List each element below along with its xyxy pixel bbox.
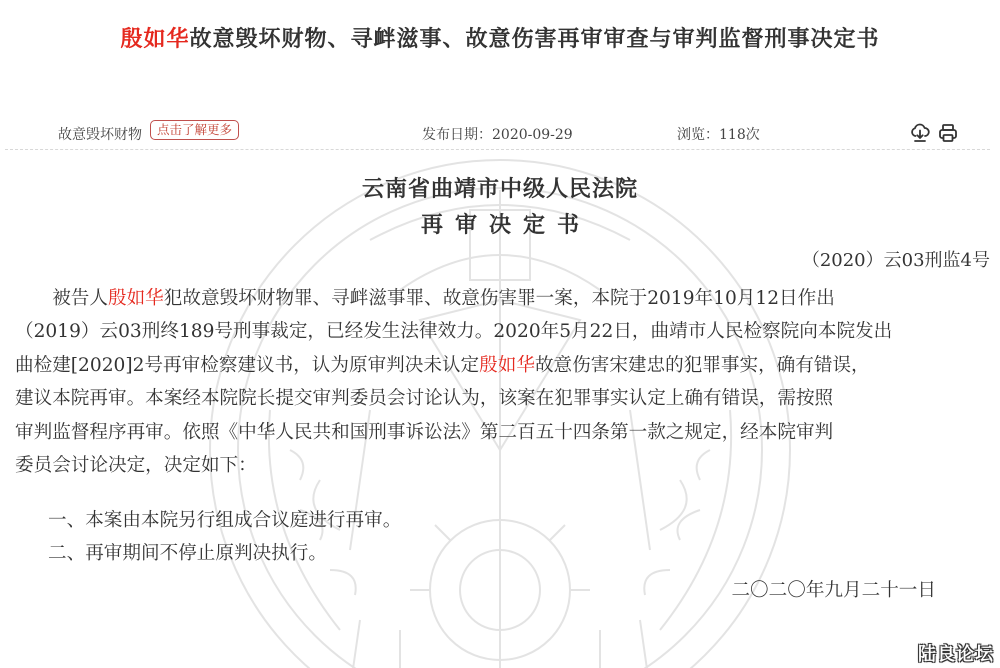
download-icon[interactable] xyxy=(910,123,930,143)
learn-more-button[interactable]: 点击了解更多 xyxy=(150,120,239,140)
defendant-name: 殷如华 xyxy=(107,288,164,309)
forum-watermark: 陆良论坛 xyxy=(918,644,994,665)
decision-item-2: 二、再审期间不停止原判决执行。 xyxy=(48,543,327,564)
category-label: 故意毁坏财物 xyxy=(58,127,142,143)
court-name: 云南省曲靖市中级人民法院 xyxy=(361,176,638,202)
defendant-name: 殷如华 xyxy=(120,26,190,52)
page-title xyxy=(0,22,1000,53)
print-icon[interactable] xyxy=(938,123,958,143)
body-line: 被告人殷如华犯故意毁坏财物罪、寻衅滋事罪、故意伤害罪一案，本院于2019年10月12日作出 xyxy=(15,288,835,309)
title-text: 故意毁坏财物、寻衅滋事、故意伤害再审审查与审判监督刑事决定书 xyxy=(189,26,880,52)
case-number: （2020）云03刑监4号 xyxy=(801,250,990,271)
body-line: 曲检建[2020]2号再审检察建议书，认为原审判决未认定殷如华故意伤害宋建忠的犯罪事实，确有错误， xyxy=(15,354,870,376)
decision-item-1: 一、本案由本院另行组成合议庭进行再审。 xyxy=(48,510,402,531)
defendant-name: 殷如华 xyxy=(479,354,535,376)
meta-divider xyxy=(5,149,990,150)
body-line: 委员会讨论决定，决定如下： xyxy=(15,455,257,477)
body-line: 审判监督程序再审。依照《中华人民共和国刑事诉讼法》第二百五十四条第一款之规定，经本院审判 xyxy=(15,421,834,443)
view-count: 浏览：118次 xyxy=(677,127,760,143)
body-line: （2019）云03刑终189号刑事裁定，已经发生法律效力。2020年5月22日，曲靖市人民检察院向本院发出 xyxy=(15,321,893,343)
publish-date: 发布日期：2020-09-29 xyxy=(422,127,573,143)
body-line: 建议本院再审。本案经本院院长提交审判委员会讨论认为，该案在犯罪事实认定上确有错误，需按照 xyxy=(15,388,834,410)
meta-bar xyxy=(0,118,1000,148)
document-type: 再审决定书 xyxy=(420,212,591,238)
signature-date: 二〇二〇年九月二十一日 xyxy=(731,580,936,601)
decision-body xyxy=(15,282,990,482)
